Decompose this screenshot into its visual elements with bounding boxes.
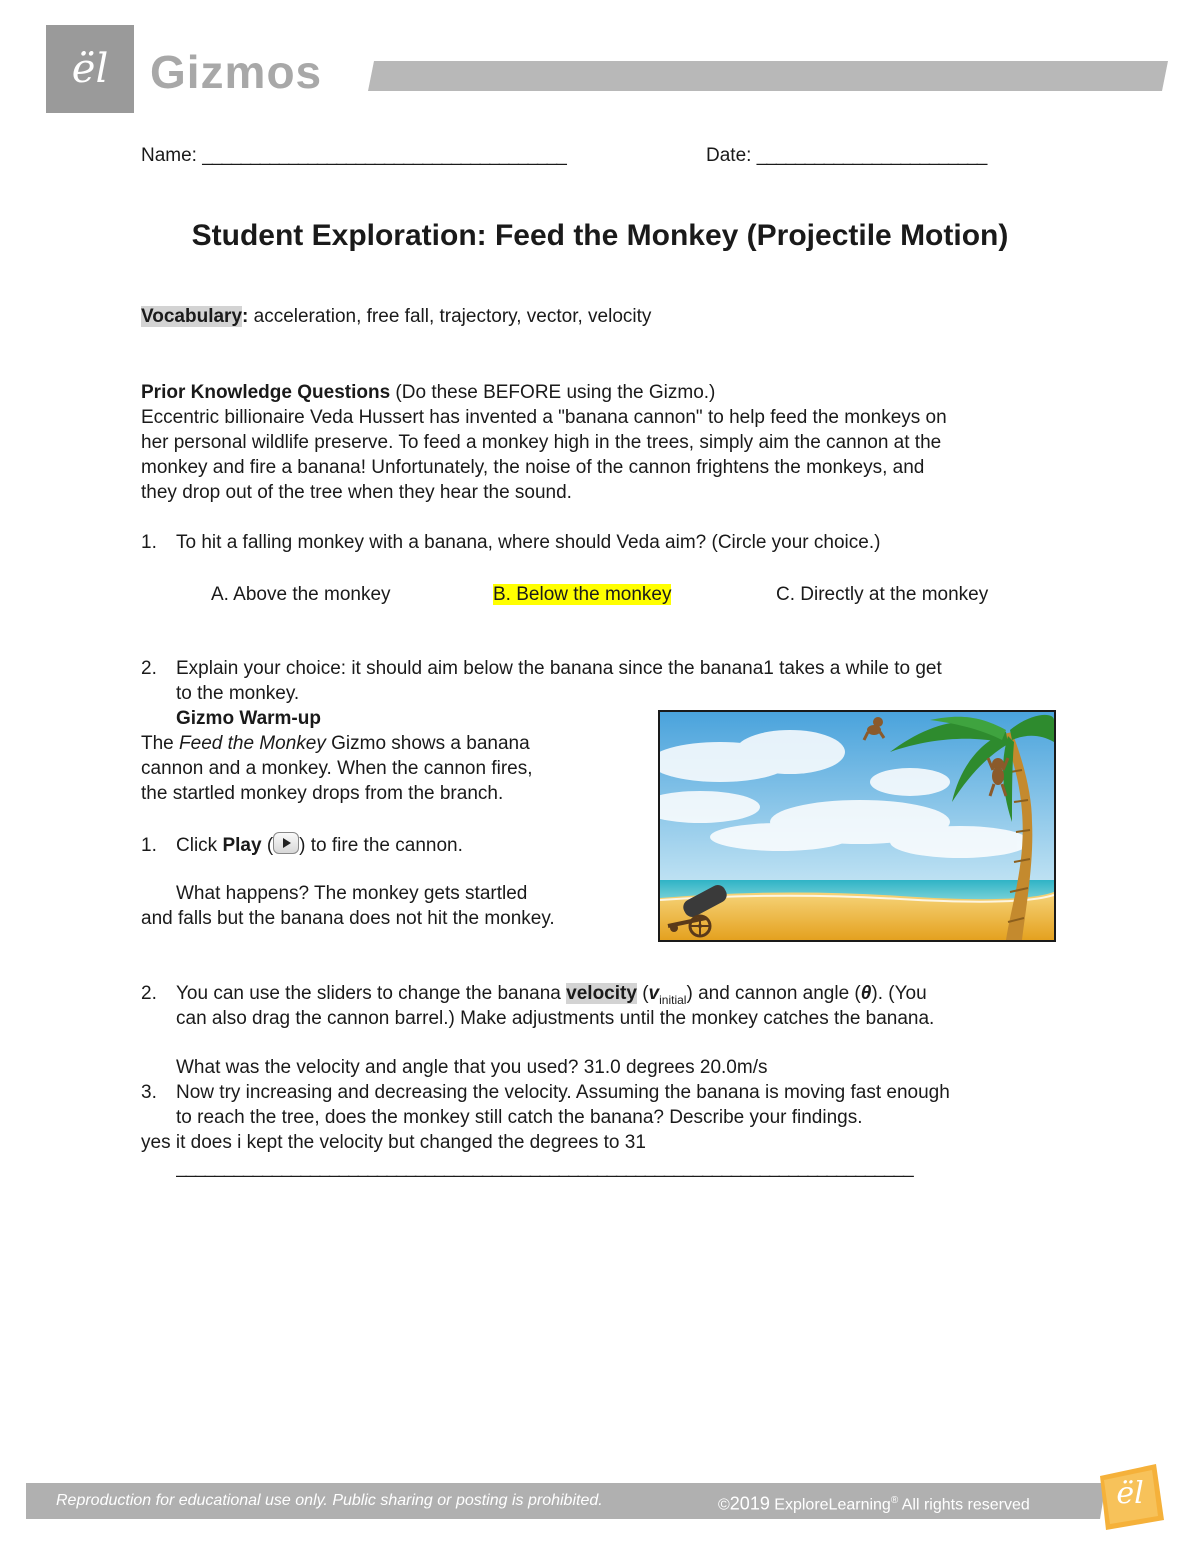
question-2 — [141, 656, 942, 681]
step-text: ) to fire the cannon. — [299, 835, 463, 856]
step-number: 3. — [141, 1082, 157, 1103]
name-blank: ______________________________________ — [202, 145, 566, 166]
step-2-continued: can also drag the cannon barrel.) Make adjustments until the monkey catches the banana. — [176, 1008, 935, 1029]
step-text: Now try increasing and decreasing the velocity. Assuming the banana is moving fast enough — [176, 1082, 950, 1103]
step-text: ( — [636, 983, 649, 1004]
step-text: ) and cannon angle ( — [686, 983, 861, 1004]
question-number: 1. — [141, 532, 157, 553]
paragraph-line: Eccentric billionaire Veda Hussert has invented a "banana cannon" to help feed the monkeys on — [141, 407, 947, 428]
brand-name: Gizmos — [150, 46, 323, 98]
warmup-intro — [141, 731, 533, 806]
play-icon — [273, 832, 299, 854]
warmup-heading: Gizmo Warm-up — [176, 708, 321, 729]
footer-logo-mark: ël — [1116, 1476, 1144, 1511]
step-3-answer-blank[interactable]: _____________________________________________________________________________ — [176, 1157, 913, 1178]
feed-the-monkey-scene — [658, 710, 1056, 942]
paragraph-line: monkey and fire a banana! Unfortunately, the noise of the cannon frightens the monkeys, and — [141, 457, 925, 478]
name-field — [141, 143, 566, 168]
copyright-year: 2019 — [729, 1493, 770, 1514]
vocabulary-terms: acceleration, free fall, trajectory, vector, velocity — [248, 306, 652, 327]
play-label: Play — [222, 835, 262, 856]
step-2-question-answer[interactable]: What was the velocity and angle that you used? 31.0 degrees 20.0m/s — [176, 1057, 768, 1078]
step-3-answer[interactable]: yes it does i kept the velocity but changed the degrees to 31 — [141, 1132, 646, 1153]
rights-text: All rights reserved — [898, 1496, 1030, 1514]
step-text: You can use the sliders to change the banana — [176, 983, 567, 1004]
explorelearning-logo — [1094, 1462, 1166, 1532]
prior-knowledge-instruction: (Do these BEFORE using the Gizmo.) — [390, 382, 716, 403]
question-number: 2. — [141, 658, 157, 679]
step-text: ). (You — [871, 983, 927, 1004]
theta-symbol: θ — [860, 983, 872, 1004]
name-label: Name: — [141, 145, 197, 166]
page-title: Student Exploration: Feed the Monkey (Projectile Motion) — [191, 219, 1009, 252]
paragraph-line: they drop out of the tree when they hear the sound. — [141, 482, 572, 503]
warmup-step-3 — [141, 1080, 950, 1105]
gizmo-name: Feed the Monkey — [179, 733, 326, 754]
registered-mark: ® — [890, 1495, 899, 1506]
footer-notice: Reproduction for educational use only. Public sharing or posting is prohibited. — [56, 1492, 603, 1509]
choice-b[interactable]: B. Below the monkey — [493, 584, 672, 605]
vocabulary-label: Vocabulary — [141, 306, 243, 327]
step-3-continued: to reach the tree, does the monkey still catch the banana? Describe your findings. — [176, 1107, 863, 1128]
el-logo-mark: ël — [71, 46, 109, 92]
copyright-symbol: © — [718, 1496, 730, 1514]
date-label: Date: — [706, 145, 752, 166]
choice-b-selected[interactable] — [493, 582, 671, 607]
step-number: 2. — [141, 983, 157, 1004]
step-number: 1. — [141, 835, 157, 856]
warmup-step-1 — [141, 832, 463, 858]
intro-text: Gizmo shows a banana — [325, 733, 530, 754]
paragraph-line: her personal wildlife preserve. To feed a monkey high in the trees, simply aim the cannon at the — [141, 432, 942, 453]
question-2-continued: to the monkey. — [176, 683, 300, 704]
v-symbol: v — [648, 983, 660, 1004]
date-blank: ________________________ — [756, 145, 987, 166]
prior-knowledge-heading: Prior Knowledge Questions — [141, 382, 391, 403]
warmup-intro-line: the startled monkey drops from the branch. — [141, 783, 504, 804]
step-text: ( — [261, 835, 274, 856]
choice-a[interactable]: A. Above the monkey — [211, 584, 391, 605]
question-text: Explain your choice: it should aim below the banana since the banana1 takes a while to get — [176, 658, 942, 679]
gizmos-logo — [46, 25, 134, 113]
vocabulary-colon: : — [242, 306, 249, 327]
footer-copyright — [718, 1489, 1030, 1517]
step-1-question: What happens? The monkey gets startled — [176, 883, 528, 904]
intro-text: The — [141, 733, 180, 754]
date-field — [706, 143, 986, 168]
warmup-intro-line: cannon and a monkey. When the cannon fires, — [141, 758, 533, 779]
choice-c[interactable]: C. Directly at the monkey — [776, 584, 989, 605]
scene-illustration — [660, 712, 1054, 940]
v-subscript: initial — [659, 992, 687, 1007]
vocabulary-line — [141, 304, 651, 329]
company-name: ExploreLearning — [769, 1496, 891, 1514]
prior-knowledge-paragraph — [141, 405, 947, 505]
step-text: Click — [176, 835, 223, 856]
step-1-answer[interactable]: and falls but the banana does not hit the monkey. — [141, 908, 555, 929]
prior-knowledge-heading-line — [141, 380, 715, 405]
question-1 — [141, 530, 880, 555]
header-bar — [368, 61, 1168, 91]
velocity-term: velocity — [566, 983, 637, 1004]
warmup-intro-line — [141, 731, 533, 756]
question-text: To hit a falling monkey with a banana, where should Veda aim? (Circle your choice.) — [176, 532, 881, 553]
